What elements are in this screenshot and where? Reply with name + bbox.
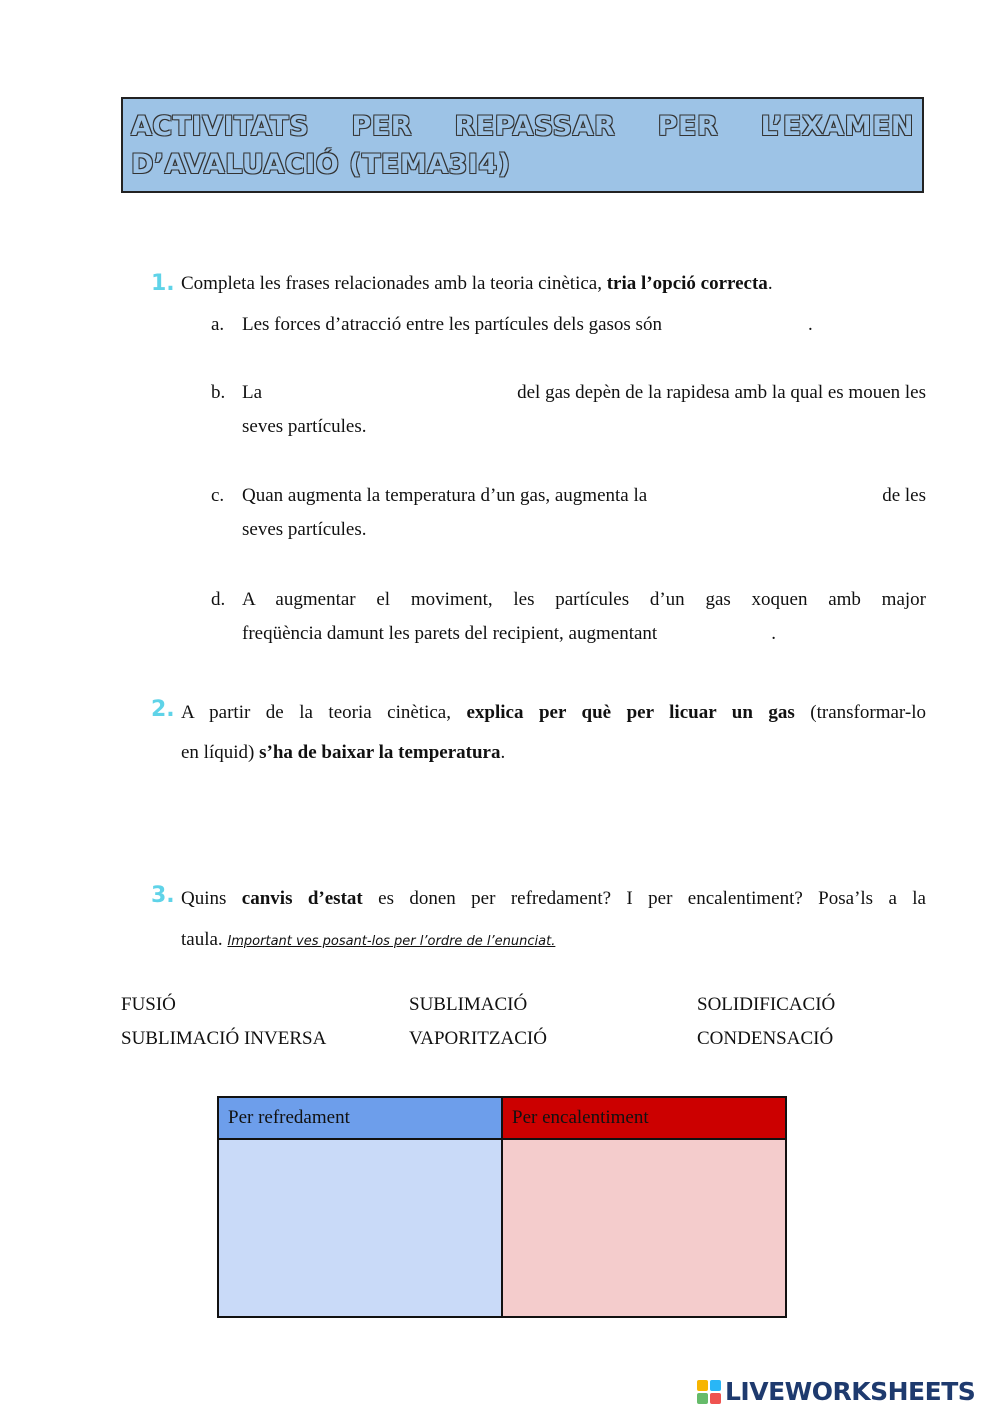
word-bank-item: SUBLIMACIÓ INVERSA — [121, 1028, 327, 1049]
title-word: ACTIVITATS — [131, 111, 310, 142]
item-b-blank[interactable] — [305, 376, 475, 410]
item-d-pre: freqüència damunt les parets del recipient, augmentant — [242, 623, 658, 644]
title-word: L’EXAMEN — [760, 111, 914, 142]
logo-text: LIVEWORKSHEETS — [725, 1377, 976, 1406]
question-2-line1 — [181, 693, 926, 733]
logo-square — [710, 1380, 721, 1391]
logo-icon — [697, 1380, 721, 1404]
item-d-letter: d. — [211, 589, 226, 610]
q2-t2: explica per què per licuar un gas — [466, 702, 795, 723]
question-3-number: 3. — [151, 883, 175, 908]
title-word: REPASSAR — [454, 111, 616, 142]
logo-square — [697, 1393, 708, 1404]
table-row — [218, 1139, 786, 1317]
title-word: PER — [351, 111, 413, 142]
drop-zone-cooling[interactable] — [218, 1139, 502, 1317]
item-b-line1 — [242, 376, 926, 410]
q3-t2: canvis d’estat — [241, 888, 363, 909]
word-bank-item: FUSIÓ — [121, 994, 176, 1015]
drop-zone-heating[interactable] — [502, 1139, 786, 1317]
logo-square — [710, 1393, 721, 1404]
q2-t5: s’ha de baixar la temperatura — [259, 742, 501, 763]
q3-note: Important ves posant-los per l’ordre de l’enunciat. — [227, 934, 556, 949]
q3-t4: taula. — [181, 929, 228, 950]
item-c-letter: c. — [211, 485, 225, 506]
q1-text-a: Completa les frases relacionades amb la teoria cinètica, — [181, 273, 607, 294]
title-box — [121, 97, 924, 193]
item-a-text — [242, 308, 927, 342]
q1-text-bold: tria l’opció correcta — [606, 273, 768, 294]
q3-t3: es donen per refredament? I per encalentiment? Posa’ls a la — [362, 888, 926, 909]
item-d-line2 — [242, 617, 926, 651]
item-d-line1: A augmentar el moviment, les partícules d’un gas xoquen amb major — [242, 589, 926, 610]
liveworksheets-logo — [697, 1377, 975, 1406]
title-line-1 — [131, 111, 914, 142]
item-c-pre: Quan augmenta la temperatura d’un gas, augmenta la — [242, 485, 648, 506]
word-bank-item: CONDENSACIÓ — [697, 1028, 834, 1049]
question-3-line2 — [181, 920, 555, 962]
item-c-post: de les — [882, 485, 926, 506]
item-a-letter: a. — [211, 314, 225, 335]
header-heating: Per encalentiment — [502, 1097, 786, 1139]
item-a-pre: Les forces d’atracció entre les partícules dels gasos són — [242, 314, 662, 335]
item-a-post: . — [807, 314, 813, 335]
question-1-text — [181, 267, 926, 301]
title-word: PER — [657, 111, 719, 142]
question-3-line1 — [181, 879, 926, 919]
title-line-2: D’AVALUACIÓ (TEMA3I4) — [131, 149, 511, 180]
item-c-blank[interactable] — [695, 479, 835, 513]
item-d-post: . — [771, 623, 776, 644]
q2-t6: . — [500, 742, 506, 763]
item-b-letter: b. — [211, 382, 226, 403]
question-2-line2 — [181, 733, 505, 773]
item-b-pre: La — [242, 382, 263, 403]
sorting-table — [217, 1096, 787, 1318]
word-bank-item: SUBLIMACIÓ — [409, 994, 528, 1015]
header-cooling: Per refredament — [218, 1097, 502, 1139]
item-b-post: del gas depèn de la rapidesa amb la qual es mouen les — [517, 382, 926, 403]
q2-t3: (transformar-lo — [794, 702, 926, 723]
q2-t1: A partir de la teoria cinètica, — [181, 702, 467, 723]
q1-text-end: . — [767, 273, 773, 294]
q2-t4: en líquid) — [181, 742, 260, 763]
word-bank-item: SOLIDIFICACIÓ — [697, 994, 836, 1015]
table-header-row — [218, 1097, 786, 1139]
question-2-number: 2. — [151, 697, 175, 722]
item-c-line1 — [242, 479, 926, 513]
item-b-line2: seves partícules. — [242, 416, 367, 437]
q3-t1: Quins — [181, 888, 242, 909]
logo-square — [697, 1380, 708, 1391]
item-c-line2: seves partícules. — [242, 519, 367, 540]
word-bank-item: VAPORITZACIÓ — [409, 1028, 547, 1049]
question-1-number: 1. — [151, 271, 175, 296]
